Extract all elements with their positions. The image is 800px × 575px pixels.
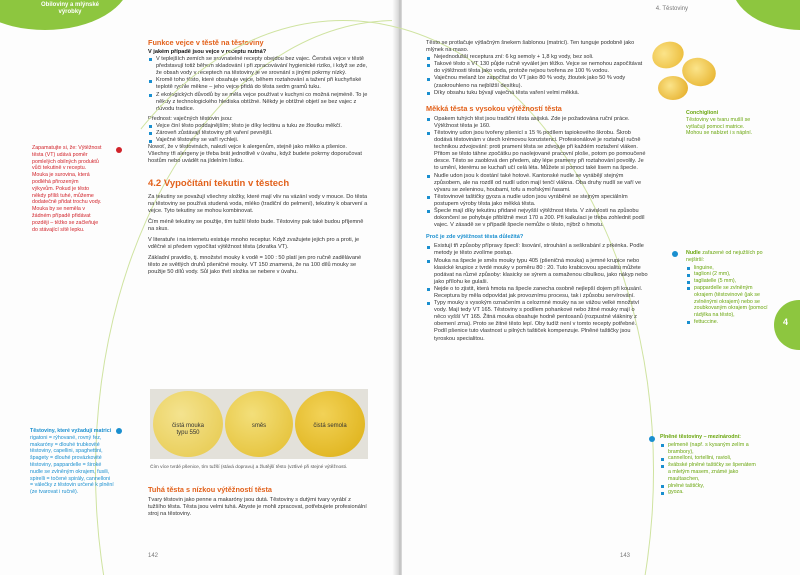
list-item: fettuccine. xyxy=(694,319,768,326)
list-item: plněné taštičky, xyxy=(668,483,760,490)
chapter-tab-number: 4 xyxy=(783,317,789,327)
right-page xyxy=(402,0,800,575)
heading-stiff-dough: Tuhá těsta s nízkou výtěžností těsta xyxy=(148,485,272,494)
list-item: Díky obsahu tuku bývají vaječná těsta vaření velmi měkká. xyxy=(434,90,648,97)
list-item: Těstovinové taštičky gyoza a nudle udon jsou vyráběné se stejným speciálním postupem výroby těsta jako měkká těsta. xyxy=(434,194,648,208)
sidebar-matrix-pasta-text: rigatoni = rýhované, rovný řez, makaróny = dlouhé trubkovité těstoviny, capellini, spaghettini, špagety = dlouhé provázkovité těstoviny, pappardelle = široké nudle se zvlněným okrajem, fusili, spirelli = točené spirály, cannelloni = válečky z těstovin určené k plnění (ze tvarovat i ručně). xyxy=(30,434,114,496)
list-item: švábské plněné taštičky se špenátem a mletým masem, známé jako maultaschen, xyxy=(668,462,760,482)
spaetzle-bullets xyxy=(426,243,648,342)
list-item: Nejednodušší receptura zní: 6 kg semoly + 1,8 kg vody, bez soli. xyxy=(434,54,648,61)
sidebar-matrix-pasta-title: Těstoviny, které vyžadují matrici xyxy=(30,428,112,434)
list-item: Nudle udon jsou k dostání také hotové. Kantonské nudle se vyrábějí stejným způsobem, ale na rozdíl od nudlí udon mají tenčí vlákna. Oba druhy nudlí se vaří ve vývaru se zeleninou, houbami, tofu a mořskými řasami. xyxy=(434,173,648,194)
heading-egg-function: Funkce vejce v těstě na těstoviny xyxy=(148,38,264,47)
list-item: Nejde o to zjistit, která hmota na špecle zanecha osobně nejlepší dojem při kousání. Receptura by měla odpovídat jak provoznímu procesu, tak i způsobu servírování. xyxy=(434,286,648,300)
list-item: pappardelle se zvlněným okrajem (těstovinové (jak se zvlněnými okrajem) nebo se zoubkovaným okrajem (pomocí rádýlka na těsto), xyxy=(694,284,768,319)
advantages-text: vaječných těstovin jsou: xyxy=(173,115,233,122)
page-number-right: 143 xyxy=(620,553,631,559)
paragraph-liquids: Za tekutiny se považují všechny složky, které mají vliv na vázání vody v mouce. Do těsta na těstoviny se používá studená voda, mléko (tradiční do pelmení), tekutiny k obarvení a vejce. Tyto tekutiny se mohou kombinovat. xyxy=(148,193,368,214)
list-item: cannelloni, tortellini, ravioli, xyxy=(668,455,760,462)
sidebar-noodles-intro: zařazené od nejužších po nejširší: xyxy=(686,250,763,263)
recipe-bullets xyxy=(426,54,648,97)
disc-label-flour: čistá mouka typu 550 xyxy=(171,423,204,436)
sidebar-noodles xyxy=(686,250,768,326)
list-item: Mouka na špecle je směs mouky typu 405 (pšeničná mouka) a jemné krupice nebo klasické krupice z tvrdé mouky v poměru 80 : 20. Tuto krabicovou specialitu můžete podávat na různé způsoby: klasicky se sýrem a osmaženou cibulkou, jako nákyp nebo jako přílohu ke gulaši. xyxy=(434,257,648,285)
running-head: 4. Těstoviny xyxy=(655,6,688,12)
heading-why-important: Proč je zde výtěžnost těsta důležitá? xyxy=(426,234,524,241)
list-item: Těstoviny udon jsou tvořeny pšenicí s 15 % podílem tapiokového škrobu. Škrob dodává těstovinám v útech krémovou konzistenci. Profesionálové je roztahují ručně technikou zdvojování: proti prameni těsta se zdvojuje při každém roztažení vláken. Přitom se těsto táhne zpočátku po naolejované pracovní ploše, potom po pomoučené desce. Těsto se zaoblová den předem, aby lépe prameny při roztahování povolily. Je to umění, kterému se kuchaři učí celá léta. Můžete si pomoci také lisem na špecle. xyxy=(434,130,648,173)
list-item: Kromě toho těsto, které obsahuje vejce, během roztahování a tažení při kuchyňské teplotě rychle měkne – jeho vejce přidá do těsta sedm gramů tuku. xyxy=(156,77,368,91)
disc-label-semola: čistá semola xyxy=(313,423,347,429)
conchiglioni-photo xyxy=(646,36,726,106)
list-item: V teplejších zemích se srovnatelné recepty obejdou bez vajec. Čerstvá vejce v těstě představují totiž během skladování i při zpracovávání hygienické riziko, i když se zde, že obsah vody v receptech na těstoviny je ve srovnání s jinými pokrmy nízký. xyxy=(156,56,368,77)
list-item: tagliatelle (5 mm), xyxy=(694,278,768,285)
right-top-tab-decoration xyxy=(732,0,800,30)
list-item: gyoza. xyxy=(668,489,760,496)
list-item: Vejce činí těsto poddajnějším; těsto je díky lecitinu a tuku ze žloutku měkčí. xyxy=(156,123,368,130)
list-item: Typy mouky s vysokým označením a celozrnné mouky na se vážou velké množství vody. Mají tedy VT 165. Těstoviny s podílem pohankové nebo žitné mouky mají o něco vyšší VT 165. Žitná mouka obsahuje hodně pentosanů (rozpustné vlákniny z obemení zrna). Proto se žitné těsto lepí. Oby tudíž není v tomto recepty potřebné. Podíl pšenice tuto vlastnost u pilných taštiček kompenzuje. Plněné taštičky jsou tyroskou specialitou. xyxy=(434,300,648,343)
sidebar-remember-note: Zapamatujte si, že: Výtěžnost těsta (VT) udává poměr pomlelých obilných produktů vůči tekutině v receptu. Mouka je surovina, která podléhá přirozeným výkyvům. Pokud je těsto někdy příliš tuhé, můžeme dodatečně přidat trochu vody. Mouka by se neměla v žádném případě přidávat později – těžko se začleňuje do stávající sítě lepku. xyxy=(32,145,102,233)
sidebar-noodles-list xyxy=(686,265,768,326)
paragraph-less-liquid: Čím méně tekutiny se použije, tím tužší těsto bude. Těstoviny pak také budou příjemně na skus. xyxy=(148,218,364,232)
list-item: Z ekologických důvodů by se měla vejce používat v kuchyni co možná nejméně. To je někdy z technologického hlediska obtížné. Někdy je obtížné objetí se bez vajec z důvodu tradice. xyxy=(156,91,368,112)
list-item: Vaječné těstoviny se vaří rychleji. xyxy=(156,137,368,144)
noodles-marker-dot xyxy=(672,251,678,257)
disc-label-mix: směs xyxy=(251,423,267,429)
list-item: Vaječnou melanž lze započítat do VT jako 80 % vody, žloutek jako 50 % vody (zaokrouhleno na nejbližší desítku). xyxy=(434,75,648,89)
sidebar-filled-list xyxy=(660,442,760,496)
conchiglioni-title: Conchiglioni xyxy=(686,110,719,116)
paragraph-extruder: Těsto se protlačuje výtlačným šnekem šablonou (matricí). Ten tunguje podobně jako mlýnek na maso. xyxy=(426,40,635,54)
sidebar-filled-title: Plněné těstoviny – mezinárodní: xyxy=(660,434,741,440)
list-item: Špecle mají díky tekutinu přidané nejvyšší výtěžnost těsta. V závislosti na způsobu dokončení se pohybuje přibližně mezi 170 a 200. Při kalkulaci je třeba zohlednit podíl vajec. V zásadě se v případě špecle nemůže o těsto, nýbrž o hmotu. xyxy=(434,208,648,229)
list-item: Opakem tuhých těst jsou tradiční těsta asijská. Zde je požadována ruční práce. Výtěžnost těsta je 160. xyxy=(434,116,648,130)
sidebar-filled-pasta xyxy=(660,434,760,496)
conchiglioni-text: Těstoviny ve tvaru mušlí se vytlačují pomocí matrice. Mohou se nabízet i s náplní. xyxy=(686,116,753,137)
list-item: linguine, xyxy=(694,265,768,272)
list-item: Zároveň zůstávají těstoviny při vaření pevnější. xyxy=(156,130,368,137)
allergen-paragraph: Nowoť, že v těstovinách, nalezli vejce k alergenům, stejně jako mléko a pšenice. Všechny tři alergeny je třeba brát jednotlivě v úvahu, když budete pokrmy doporučovat hostům nebo uvádět na jídelním lístku. xyxy=(148,144,362,165)
page-number-left: 142 xyxy=(148,553,159,559)
soft-dough-bullets xyxy=(426,116,648,230)
sidebar-noodles-title: Nudle xyxy=(686,250,701,256)
list-item: pelmeně (např. s kysaným zelím a brambory), xyxy=(668,442,760,456)
conchiglioni-caption xyxy=(686,110,760,137)
red-marker-dot xyxy=(116,147,122,153)
list-item: Takové těsto s VT 130 půjde ručně vyválet jen těžko. Vejce se nemohou započítávat do výtěžnosti těsta jako voda, protože nejsou tvořena ze 100 % vodou. xyxy=(434,61,648,75)
question-eggs-needed: V jakém případě jsou vejce v receptu nutná? xyxy=(148,49,267,55)
photo-caption: Čím více tvrdé pšenice, tím tužší (stává dopravu) a žlutější těsto (vztlivé při stejné výtěžnosti. xyxy=(150,465,348,470)
paragraph-basic-rule: Základní pravidlo, tj. množství mouky k vodě = 100 : 50 platí jen pro ručně zadělávané těsto ze světlých druhů pšeničné mouky. VT 150 znamená, že na 100 dílů mouky se použije 50 dílů vody. Sůl jako třetí složka se nebere v úvahu. xyxy=(148,255,362,276)
advantages-label: Přednost: xyxy=(148,115,172,122)
list-item: Existují tři způsoby přípravy špeclí: lisování, strouhání a seškrabání z prkénka. Podle metody je těsto zvolíme postup. xyxy=(434,243,648,257)
paragraph-literature: V literatuře i na internetu existuje mnoho receptur. Když zvažujete jejich pro a proti, je vděčné si předem vypočítat výtěžnost těsta (zkratka VT). xyxy=(148,236,360,251)
right-main-column xyxy=(426,40,648,343)
list-item: taglioni (2 mm), xyxy=(694,271,768,278)
section-heading-4-2: 4.2 Vypočítání tekutin v těstech xyxy=(148,177,290,189)
top-tab-label: Obiloviny a mlýnské výrobky xyxy=(40,2,100,15)
heading-soft-dough: Měkká těsta s vysokou výtěžností těsta xyxy=(426,103,562,113)
paragraph-stiff-dough: Tvary těstovin jako penne a makaróny jsou dutá. Těstoviny s dutými tvary vyrábí z tužšího těsta. Těsta jsou velmi tuhá. Abyste je mohli zpracovat, potřebujete profesionální stroj na těstoviny. xyxy=(148,497,367,518)
pasta-shell-3 xyxy=(658,76,688,100)
filled-marker-dot xyxy=(649,436,655,442)
